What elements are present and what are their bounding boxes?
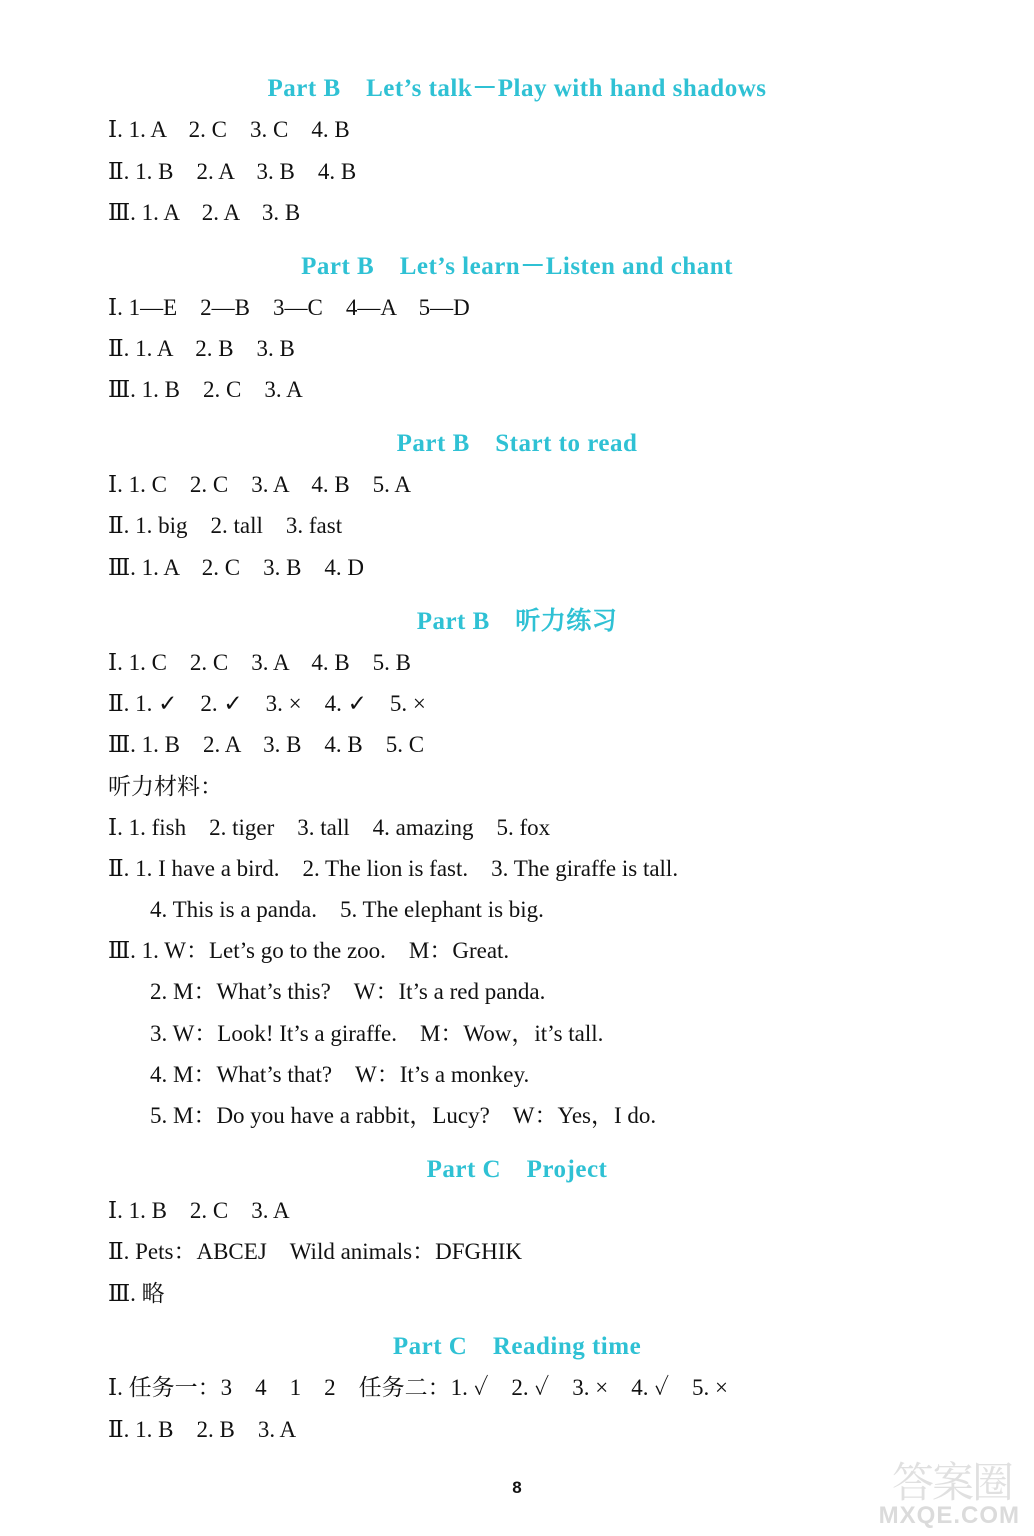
section-heading: Part C Reading time (392, 1333, 642, 1360)
listening-material-title: 听力材料： (108, 774, 223, 799)
answer-line: Ⅰ. 1. fish 2. tiger 3. tall 4. amazing 5. fox (108, 815, 551, 840)
answer-line: Ⅲ. 1. B 2. C 3. A (108, 377, 303, 402)
answer-line: 2. M：What’s this? W：It’s a red panda. (150, 979, 546, 1004)
answer-line: Ⅲ. 1. W：Let’s go to the zoo. M：Great. (108, 938, 510, 963)
section-heading: Part C Project (426, 1156, 608, 1183)
section-heading: Part B Start to read (396, 430, 638, 457)
answer-line: 5. M：Do you have a rabbit，Lucy? W：Yes，I do. (150, 1103, 657, 1128)
answer-line: Ⅰ. 1—E 2—B 3—C 4—A 5—D (108, 295, 470, 320)
answer-line: Ⅰ. 1. A 2. C 3. C 4. B (108, 117, 350, 142)
answer-line: Ⅱ. 1. I have a bird. 2. The lion is fast. 3. The giraffe is tall. (108, 856, 679, 881)
answer-line: Ⅱ. 1. A 2. B 3. B (108, 336, 295, 361)
answer-line: Ⅱ. Pets：ABCEJ Wild animals：DFGHIK (108, 1239, 523, 1264)
answer-line: Ⅰ. 1. C 2. C 3. A 4. B 5. B (108, 650, 412, 675)
answer-line: 4. This is a panda. 5. The elephant is big. (150, 897, 544, 922)
answer-line: Ⅰ. 任务一：3 4 1 2 任务二：1. ✓ 2. ✓ 3. × 4. ✓ 5. × (108, 1375, 729, 1400)
section-heading: Part B Let’s talk－Play with hand shadows (267, 75, 767, 102)
answer-line: Ⅱ. 1. ✓ 2. ✓ 3. × 4. ✓ 5. × (108, 691, 426, 716)
answer-line: Ⅰ. 1. C 2. C 3. A 4. B 5. A (108, 472, 412, 497)
page-number: 8 (512, 1478, 522, 1497)
answer-line: Ⅱ. 1. B 2. A 3. B 4. B (108, 159, 357, 184)
answer-line: Ⅱ. 1. big 2. tall 3. fast (108, 513, 343, 538)
section-heading: Part B Let’s learn－Listen and chant (301, 253, 733, 280)
answer-line: Ⅱ. 1. B 2. B 3. A (108, 1417, 297, 1442)
answer-line: Ⅲ. 1. A 2. C 3. B 4. D (108, 555, 365, 580)
answer-line: Ⅲ. 1. A 2. A 3. B (108, 200, 301, 225)
watermark-url: MXQE.COM (878, 1502, 1020, 1529)
answer-line: Ⅲ. 1. B 2. A 3. B 4. B 5. C (108, 732, 425, 757)
answer-line: 4. M：What’s that? W：It’s a monkey. (150, 1062, 530, 1087)
answer-line: Ⅰ. 1. B 2. C 3. A (108, 1198, 290, 1223)
answer-line: 3. W：Look! It’s a giraffe. M：Wow，it’s tall. (150, 1021, 604, 1046)
answer-line: Ⅲ. 略 (108, 1281, 165, 1306)
section-heading: Part B 听力练习 (416, 608, 618, 635)
watermark-logo-text: 答案圈 (891, 1458, 1012, 1507)
watermark-logo (874, 1450, 1020, 1530)
